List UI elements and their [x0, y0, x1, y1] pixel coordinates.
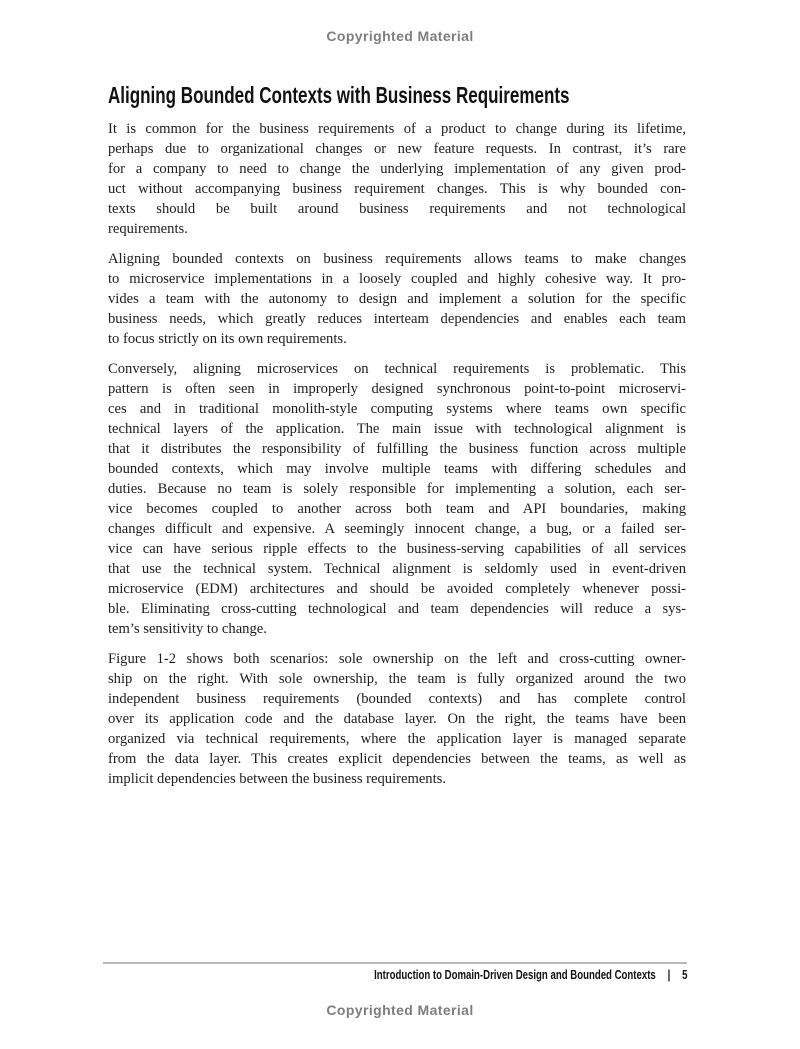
page-number: 5 — [681, 967, 687, 982]
running-footer-title: Introduction to Domain-Driven Design and Bounded Contexts — [373, 967, 656, 982]
paragraph — [108, 249, 686, 349]
paragraph-line: uct without accompanying business requirement changes. This is why bounded con- — [108, 181, 686, 197]
paragraph-line: texts should be built around business requirements and not technological — [108, 201, 686, 217]
paragraph-line: ces and in traditional monolith-style computing systems where teams own specific — [108, 401, 686, 417]
paragraph — [108, 359, 686, 639]
paragraph-line: for a company to need to change the underlying implementation of any given prod- — [108, 161, 686, 177]
paragraph-line: bounded contexts, which may involve multiple teams with differing schedules and — [108, 461, 686, 477]
paragraph-line: It is common for the business requirements of a product to change during its lifetime, — [108, 121, 686, 137]
paragraph-line: Aligning bounded contexts on business requirements allows teams to make changes — [108, 251, 686, 267]
paragraph-line: business needs, which greatly reduces interteam dependencies and enables each team — [108, 311, 686, 327]
paragraph-line: to microservice implementations in a loosely coupled and highly cohesive way. It pro- — [108, 271, 686, 287]
paragraph-line: microservice (EDM) architectures and should be avoided completely whenever possi- — [108, 581, 686, 597]
paragraph-line: tem’s sensitivity to change. — [108, 621, 267, 637]
paragraph-line: technical layers of the application. The main issue with technological alignment is — [108, 421, 686, 437]
paragraph-line: Figure 1-2 shows both scenarios: sole ownership on the left and cross-cutting owner- — [108, 651, 686, 667]
paragraph-line: that use the technical system. Technical alignment is seldomly used in event-driven — [108, 561, 686, 577]
footer-rule — [103, 962, 687, 964]
paragraph — [108, 119, 686, 239]
paragraph-line: that it distributes the responsibility of fulfilling the business function across multiple — [108, 441, 686, 457]
paragraph-line: from the data layer. This creates explicit dependencies between the teams, as well as — [108, 751, 686, 767]
paragraph — [108, 649, 686, 789]
paragraph-line: vice can have serious ripple effects to the business-serving capabilities of all services — [108, 541, 686, 557]
copyright-notice-bottom: Copyrighted Material — [326, 1002, 474, 1018]
page-body — [108, 119, 686, 799]
paragraph-line: pattern is often seen in improperly designed synchronous point-to-point microservi- — [108, 381, 686, 397]
paragraph-line: perhaps due to organizational changes or new feature requests. In contrast, it’s rare — [108, 141, 686, 157]
paragraph-line: organized via technical requirements, where the application layer is managed separate — [108, 731, 686, 747]
running-footer-inner — [374, 967, 687, 982]
copyright-notice-top: Copyrighted Material — [326, 28, 474, 44]
paragraph-line: vice becomes coupled to another across both team and API boundaries, making — [108, 501, 686, 517]
running-footer — [264, 967, 688, 982]
paragraph-line: ship on the right. With sole ownership, the team is fully organized around the two — [108, 671, 686, 687]
section-heading: Aligning Bounded Contexts with Business Requirements — [108, 82, 570, 108]
paragraph-line: independent business requirements (bounded contexts) and has complete control — [108, 691, 686, 707]
paragraph-line: over its application code and the database layer. On the right, the teams have been — [108, 711, 686, 727]
paragraph-line: implicit dependencies between the business requirements. — [108, 771, 446, 787]
paragraph-line: Conversely, aligning microservices on technical requirements is problematic. This — [108, 361, 686, 377]
paragraph-line: to focus strictly on its own requirements. — [108, 331, 347, 347]
paragraph-line: vides a team with the autonomy to design and implement a solution for the specific — [108, 291, 686, 307]
paragraph-line: duties. Because no team is solely responsible for implementing a solution, each ser- — [108, 481, 686, 497]
paragraph-line: changes difficult and expensive. A seemingly innocent change, a bug, or a failed ser- — [108, 521, 686, 537]
paragraph-line: requirements. — [108, 221, 188, 237]
paragraph-line: ble. Eliminating cross-cutting technological and team dependencies will reduce a sys- — [108, 601, 686, 617]
footer-separator: | — [667, 967, 670, 982]
